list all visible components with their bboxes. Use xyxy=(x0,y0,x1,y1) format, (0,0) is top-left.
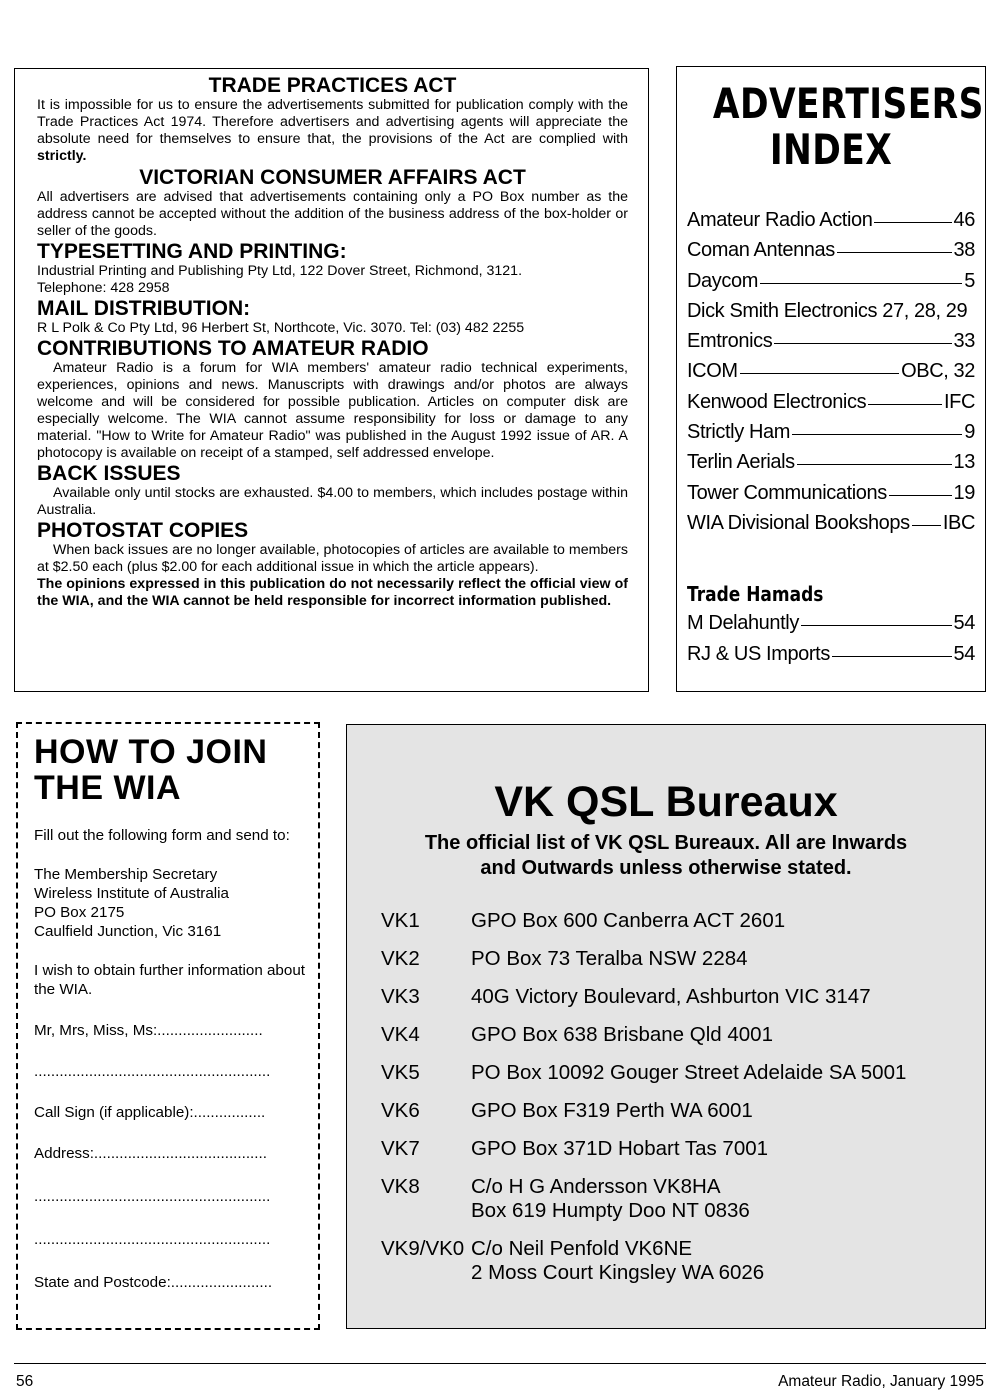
qsl-entry xyxy=(381,909,985,933)
footer-rule xyxy=(14,1363,986,1364)
back-issues-text: Available only until stocks are exhausted. $4.00 to members, which includes postage within Australia. xyxy=(37,485,628,518)
index-page: 19 xyxy=(953,481,975,504)
leader-line xyxy=(740,373,899,374)
photostat-text: When back issues are no longer available, photocopies of articles are available to members at $2.50 each (plus $2.00 for each additional issue in which the article appears). xyxy=(37,542,628,575)
leader-line xyxy=(797,464,952,465)
qsl-entry xyxy=(381,1099,985,1123)
qsl-entry xyxy=(381,1023,985,1047)
index-name: Amateur Radio Action xyxy=(687,209,873,231)
trade-practices-body: It is impossible for us to ensure the advertisements submitted for publication comply with the Trade Practices Act 1974. Therefore advertisers and advertising agents will appreciate the absolute need for themselves to ensure that, the provisions of the Act are complied with xyxy=(37,97,628,147)
leader-line xyxy=(832,656,952,657)
bureau-address xyxy=(471,1237,985,1285)
index-page: 5 xyxy=(964,269,975,292)
index-name: Emtronics xyxy=(687,330,773,353)
index-row xyxy=(687,330,975,360)
join-address-4: Caulfield Junction, Vic 3161 xyxy=(34,923,222,940)
index-page: OBC, 32 xyxy=(901,360,975,383)
index-row xyxy=(687,512,975,542)
typesetting-text: Industrial Printing and Publishing Pty Ltd, 122 Dover Street, Richmond, 3121. xyxy=(37,263,523,279)
bureau-address: GPO Box 600 Canberra ACT 2601 xyxy=(471,909,786,932)
leader-line xyxy=(889,495,952,496)
disclaimer-text: The opinions expressed in this publication do not necessarily reflect the official view of the WIA, and the WIA cannot be held responsible for incorrect information published. xyxy=(37,576,628,609)
join-address-2: Wireless Institute of Australia xyxy=(34,885,229,902)
index-page: 33 xyxy=(953,330,975,353)
index-name: Dick Smith Electronics 27, 28, 29 xyxy=(687,299,968,322)
join-wish: I wish to obtain further information about the WIA. xyxy=(34,962,305,998)
trade-hamads-heading: Trade Hamads xyxy=(687,582,824,607)
qsl-entry xyxy=(381,1175,985,1223)
qsl-subtitle-1: The official list of VK QSL Bureaux. All are Inwards xyxy=(424,832,908,854)
callsign-prefix: VK9/VK0 xyxy=(381,1237,465,1260)
qsl-entry xyxy=(381,1061,985,1085)
bureau-address: GPO Box 638 Brisbane Qld 4001 xyxy=(471,1023,773,1046)
address-line-1: C/o Neil Penfold VK6NE xyxy=(471,1237,693,1260)
back-issues-heading: BACK ISSUES xyxy=(37,462,181,485)
index-name: Coman Antennas xyxy=(687,239,835,262)
join-title-1: HOW TO JOIN xyxy=(34,733,268,771)
address-line-2: Box 619 Humpty Doo NT 0836 xyxy=(471,1199,750,1222)
contributions-text: Amateur Radio is a forum for WIA members' amateur radio technical experiments, experiences, opinions and news. Manuscripts with drawings and/or photos are always welcome and will be considered for possible publication. Articles on computer disk are especially welcome. The WIA cannot assume responsibility for loss or damage to any material. "How to Write for Amateur Radio" was published in the August 1992 issue of AR. A photocopy is available on receipt of a stamped, self addressed envelope. xyxy=(37,360,628,461)
advertisers-title-2: INDEX xyxy=(769,125,893,174)
index-name: RJ & US Imports xyxy=(687,642,830,665)
bureau-address: PO Box 73 Teralba NSW 2284 xyxy=(471,947,748,970)
trade-practices-text xyxy=(37,97,628,165)
leader-line xyxy=(837,252,952,253)
address-field[interactable]: Address:......................................... xyxy=(34,1145,267,1162)
join-address-3: PO Box 2175 xyxy=(34,904,125,921)
advertisers-title-1: ADVERTISERS xyxy=(712,79,984,128)
consumer-affairs-text: All advertisers are advised that advertisements containing only a PO Box number as the address cannot be accepted without the addition of the business address of the box-holder or seller of the goods. xyxy=(37,189,628,239)
index-row xyxy=(687,239,975,269)
index-name: ICOM xyxy=(687,360,738,383)
index-name: Daycom xyxy=(687,269,758,292)
index-row xyxy=(687,421,975,451)
advertisers-index-box xyxy=(676,66,986,692)
index-row xyxy=(687,612,975,642)
qsl-title: VK QSL Bureaux xyxy=(494,778,838,826)
bureau-address: GPO Box 371D Hobart Tas 7001 xyxy=(471,1137,769,1160)
issue-label: Amateur Radio, January 1995 xyxy=(778,1373,984,1390)
page-number: 56 xyxy=(16,1373,34,1390)
bureau-address xyxy=(471,1175,985,1223)
index-row xyxy=(687,451,975,481)
index-page: 13 xyxy=(953,451,975,474)
index-name: Tower Communications xyxy=(687,481,887,504)
index-name: Strictly Ham xyxy=(687,421,790,444)
qsl-entry xyxy=(381,985,985,1009)
mail-distribution-heading: MAIL DISTRIBUTION: xyxy=(37,297,251,320)
qsl-entry xyxy=(381,947,985,971)
index-name: Terlin Aerials xyxy=(687,451,795,474)
bureau-address: PO Box 10092 Gouger Street Adelaide SA 5001 xyxy=(471,1061,907,1084)
leader-line xyxy=(868,404,942,405)
index-name: Kenwood Electronics xyxy=(687,390,867,413)
join-title-2: THE WIA xyxy=(34,769,182,807)
index-page: 38 xyxy=(953,239,975,262)
callsign-prefix: VK2 xyxy=(381,947,420,970)
bureau-address: GPO Box F319 Perth WA 6001 xyxy=(471,1099,753,1122)
index-row xyxy=(687,270,975,300)
leader-line xyxy=(801,625,952,626)
index-row xyxy=(687,643,975,673)
index-page: 46 xyxy=(953,209,975,231)
typesetting-phone: Telephone: 428 2958 xyxy=(37,280,170,296)
callsign-prefix: VK3 xyxy=(381,985,420,1008)
address-line-1: C/o H G Andersson VK8HA xyxy=(471,1175,721,1198)
address-field-line-3[interactable]: ........................................................ xyxy=(34,1231,271,1248)
photostat-heading: PHOTOSTAT COPIES xyxy=(37,519,249,542)
index-page: 54 xyxy=(953,612,975,635)
callsign-field[interactable]: Call Sign (if applicable):................. xyxy=(34,1104,266,1121)
name-field-line-2[interactable]: ........................................................ xyxy=(34,1063,271,1080)
address-field-line-2[interactable]: ........................................................ xyxy=(34,1188,271,1205)
callsign-prefix: VK6 xyxy=(381,1099,420,1122)
index-row xyxy=(687,391,975,421)
join-form-coupon xyxy=(16,722,320,1330)
qsl-subtitle-2: and Outwards unless otherwise stated. xyxy=(480,857,852,879)
qsl-entry xyxy=(381,1137,985,1161)
index-page: IFC xyxy=(943,390,975,413)
index-row xyxy=(687,300,975,330)
leader-line xyxy=(874,222,951,223)
bureau-address: 40G Victory Boulevard, Ashburton VIC 3147 xyxy=(471,985,871,1008)
index-page: 54 xyxy=(953,642,975,665)
callsign-prefix: VK4 xyxy=(381,1023,420,1046)
leader-line xyxy=(760,283,962,284)
join-address-1: The Membership Secretary xyxy=(34,866,218,883)
mail-distribution-text: R L Polk & Co Pty Ltd, 96 Herbert St, Northcote, Vic. 3070. Tel: (03) 482 2255 xyxy=(37,320,525,336)
state-postcode-field[interactable]: State and Postcode:........................ xyxy=(34,1274,273,1291)
legal-notices-box xyxy=(14,68,649,692)
leader-line xyxy=(912,525,941,526)
typesetting-heading: TYPESETTING AND PRINTING: xyxy=(37,240,347,263)
index-row xyxy=(687,209,975,239)
index-page: 9 xyxy=(964,421,975,444)
trade-practices-bold: strictly. xyxy=(37,148,87,164)
index-page: IBC xyxy=(942,511,975,534)
index-row xyxy=(687,482,975,512)
callsign-prefix: VK8 xyxy=(381,1175,420,1198)
callsign-prefix: VK1 xyxy=(381,909,420,932)
address-line-2: 2 Moss Court Kingsley WA 6026 xyxy=(471,1261,765,1284)
consumer-affairs-heading: VICTORIAN CONSUMER AFFAIRS ACT xyxy=(139,166,526,189)
qsl-bureaux-box xyxy=(346,724,986,1329)
callsign-prefix: VK7 xyxy=(381,1137,420,1160)
trade-practices-heading: TRADE PRACTICES ACT xyxy=(208,74,457,97)
name-field[interactable]: Mr, Mrs, Miss, Ms:......................... xyxy=(34,1022,263,1039)
leader-line xyxy=(774,343,951,344)
leader-line xyxy=(792,434,962,435)
join-intro: Fill out the following form and send to: xyxy=(34,827,290,844)
contributions-heading: CONTRIBUTIONS TO AMATEUR RADIO xyxy=(37,337,429,360)
index-name: WIA Divisional Bookshops xyxy=(687,511,910,534)
qsl-entry xyxy=(381,1237,985,1285)
callsign-prefix: VK5 xyxy=(381,1061,420,1084)
index-name: M Delahuntly xyxy=(687,612,799,635)
index-row xyxy=(687,360,975,390)
